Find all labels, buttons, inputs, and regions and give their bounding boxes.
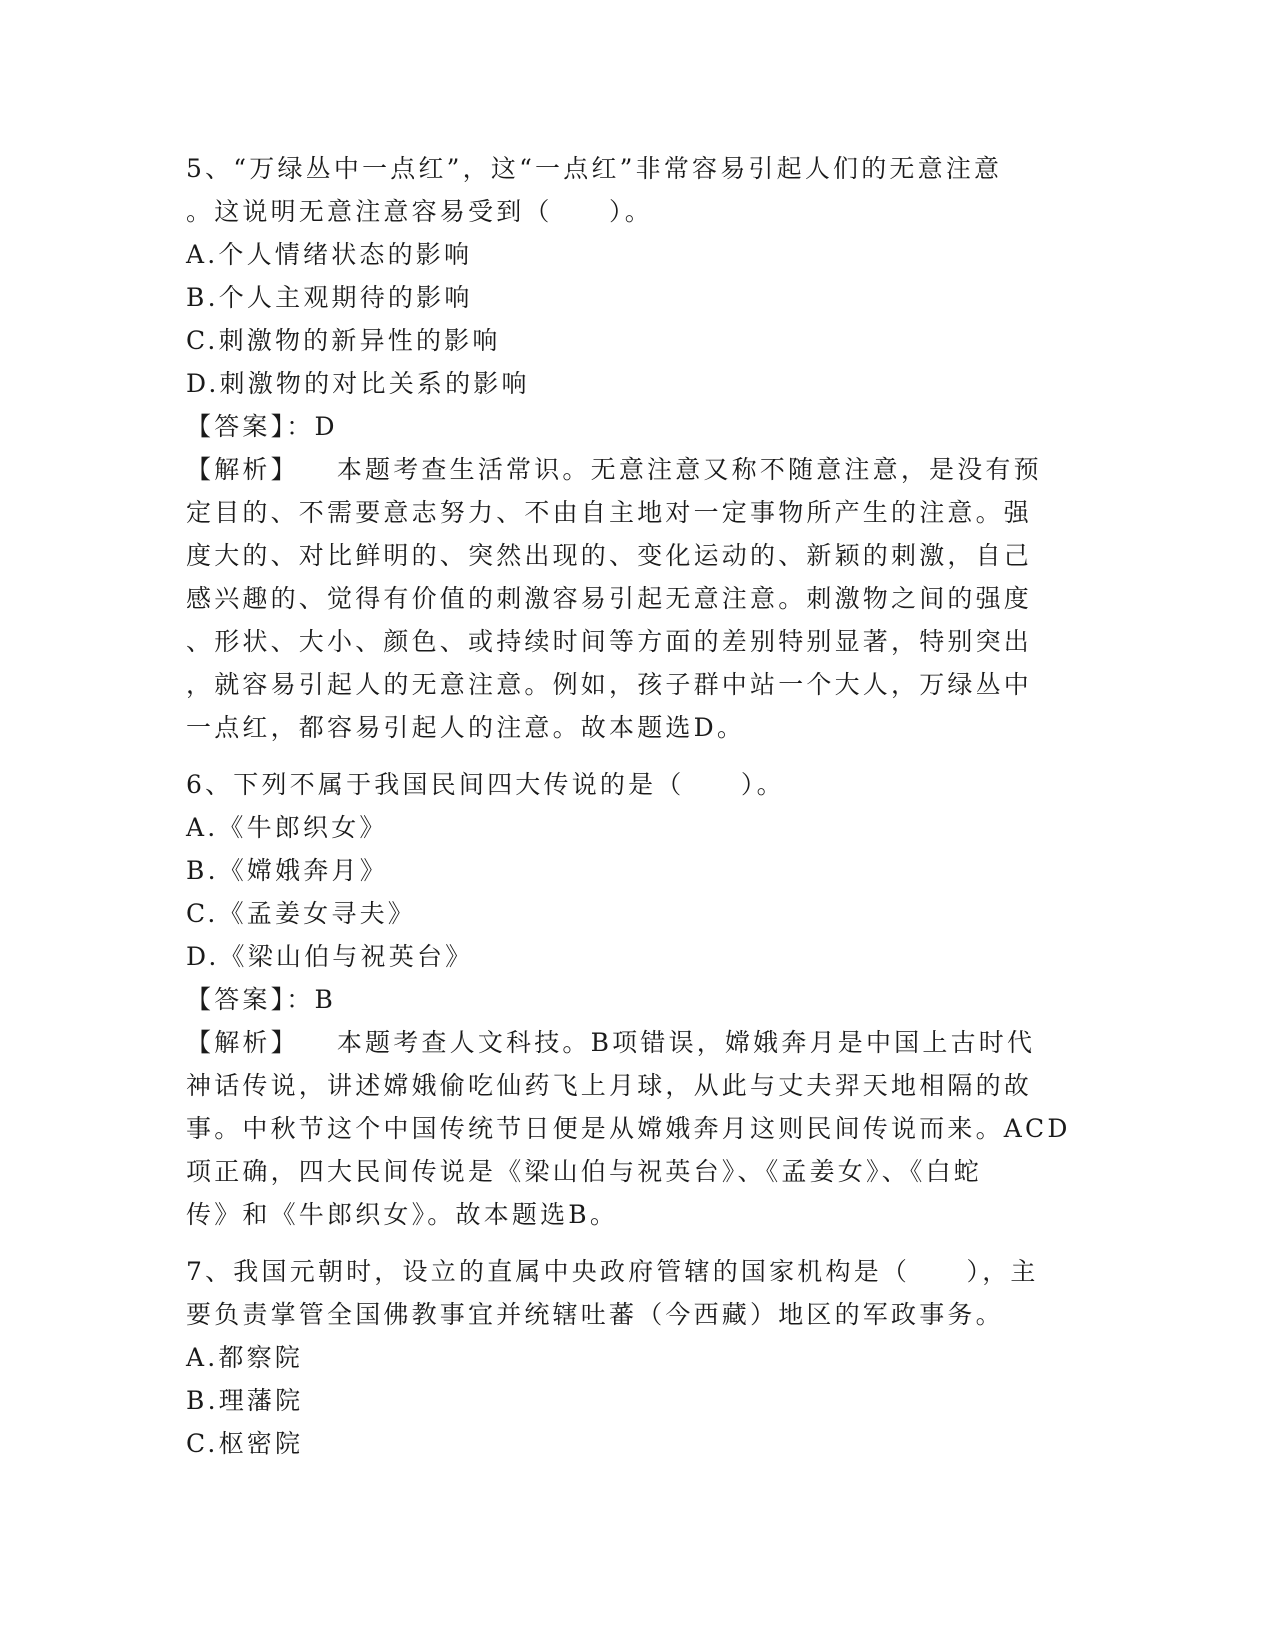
question-stem-line: 要负责掌管全国佛教事宜并统辖吐蕃（今西藏）地区的军政事务。 [186,1300,1004,1329]
option-a: A.个人情绪状态的影响 [186,240,473,269]
question-stem-line: 。这说明无意注意容易受到（ ）。 [186,197,653,226]
answer-line [186,978,1086,1021]
analysis-line: 事。中秋节这个中国传统节日便是从嫦娥奔月这则民间传说而来。ACD [186,1114,1071,1143]
question-stem-line: 6、下列不属于我国民间四大传说的是（ ）。 [186,770,785,799]
option-c: C.《孟姜女寻夫》 [186,899,416,928]
question-stem-line: 5、“万绿丛中一点红”，这“一点红”非常容易引起人们的无意注意 [186,154,1003,183]
analysis-text: 本题考查人文科技。B项错误，嫦娥奔月是中国上古时代 [336,1028,1036,1057]
answer-value: B [314,985,337,1014]
analysis-line: 度大的、对比鲜明的、突然出现的、变化运动的、新颖的刺激，自己 [186,541,1033,570]
analysis-line: 定目的、不需要意志努力、不由自主地对一定事物所产生的注意。强 [186,498,1033,527]
question-6 [186,763,1086,1236]
analysis-line [186,1021,1086,1064]
answer-value: D [314,412,338,441]
question-5 [186,147,1086,749]
analysis-line: 一点红，都容易引起人的注意。故本题选D。 [186,713,746,742]
analysis-line [186,448,1086,491]
question-stem-line: 7、我国元朝时，设立的直属中央政府管辖的国家机构是（ ），主 [186,1257,1039,1286]
analysis-label: 【解析】 [186,1028,299,1057]
option-c: C.枢密院 [186,1429,304,1458]
analysis-line: 、形状、大小、颜色、或持续时间等方面的差别特别显著，特别突出 [186,627,1033,656]
option-b: B.《嫦娥奔月》 [186,856,388,885]
option-d: D.刺激物的对比关系的影响 [186,369,530,398]
analysis-line: ，就容易引起人的无意注意。例如，孩子群中站一个大人，万绿丛中 [186,670,1033,699]
analysis-label: 【解析】 [186,455,299,484]
option-b: B.个人主观期待的影响 [186,283,473,312]
document-page [186,147,1086,1479]
answer-line [186,405,1086,448]
question-7 [186,1250,1086,1465]
answer-label: 【答案】： [186,412,315,441]
analysis-line: 项正确，四大民间传说是《梁山伯与祝英台》、《孟姜女》、《白蛇 [186,1157,983,1186]
analysis-text: 本题考查生活常识。无意注意又称不随意注意，是没有预 [336,455,1042,484]
option-c: C.刺激物的新异性的影响 [186,326,501,355]
analysis-line: 传》和《牛郎织女》。故本题选B。 [186,1200,619,1229]
option-b: B.理藩院 [186,1386,304,1415]
analysis-line: 感兴趣的、觉得有价值的刺激容易引起无意注意。刺激物之间的强度 [186,584,1033,613]
option-d: D.《梁山伯与祝英台》 [186,942,474,971]
analysis-line: 神话传说，讲述嫦娥偷吃仙药飞上月球，从此与丈夫羿天地相隔的故 [186,1071,1033,1100]
option-a: A.《牛郎织女》 [186,813,388,842]
answer-label: 【答案】： [186,985,315,1014]
option-a: A.都察院 [186,1343,304,1372]
